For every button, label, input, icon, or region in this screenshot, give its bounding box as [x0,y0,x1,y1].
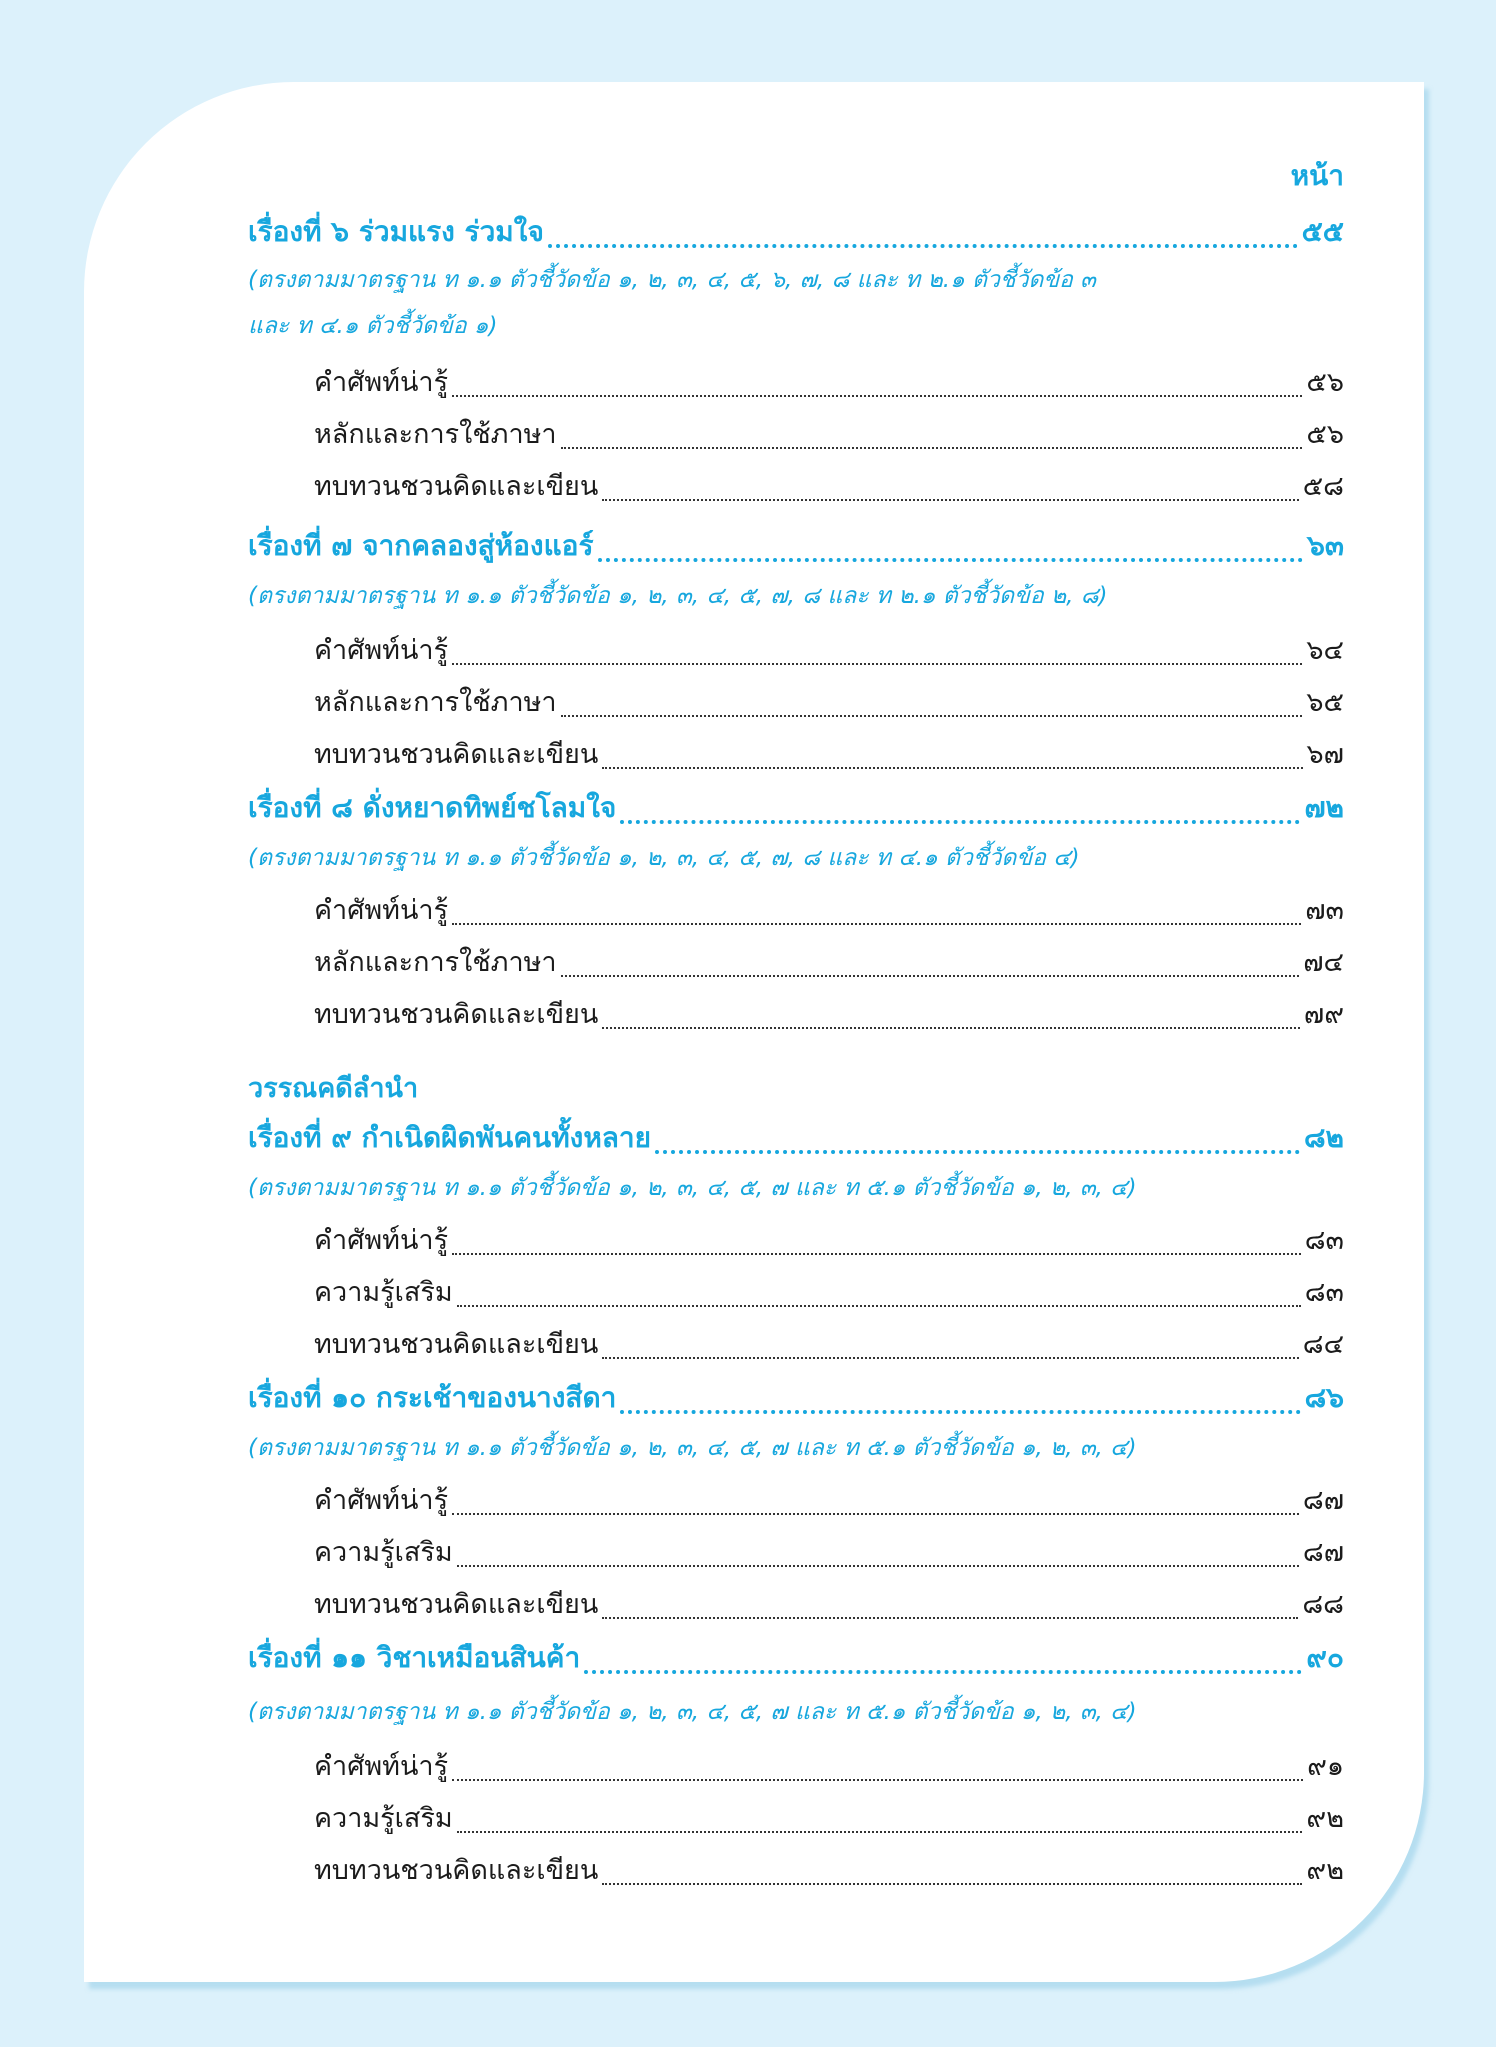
toc-item[interactable] [248,628,1344,671]
item-label: คำศัพท์น่ารู้ [314,1751,449,1782]
item-page: ๗๓ [1305,895,1344,926]
item-label: ทบทวนชวนคิดและเขียน [314,1329,599,1360]
chapter-title: เรื่องที่ ๑๑ วิชาเหมือนสินค้า [248,1641,581,1674]
item-page: ๗๙ [1303,999,1344,1030]
toc-item[interactable] [248,1322,1344,1365]
item-page: ๖๕ [1306,687,1344,718]
item-page: ๘๔ [1302,1329,1344,1360]
dot-leader [602,1027,1300,1029]
dot-leader [561,975,1300,977]
dot-leader [561,715,1303,717]
item-label: คำศัพท์น่ารู้ [314,367,449,398]
toc-chapter-10[interactable] [248,1376,1344,1420]
dot-leader [561,447,1303,449]
item-label: หลักและการใช้ภาษา [314,947,557,978]
item-page: ๘๗ [1302,1485,1344,1516]
toc-item[interactable] [248,1218,1344,1261]
toc-item[interactable] [248,732,1344,775]
dot-leader [602,1357,1298,1359]
item-page: ๙๑ [1307,1751,1344,1782]
page-column-label: หน้า [1290,159,1344,192]
item-page: ๘๘ [1302,1589,1344,1620]
toc-item[interactable] [248,1848,1344,1891]
chapter-page: ๙๐ [1306,1641,1344,1674]
dot-leader [620,820,1300,824]
item-page: ๕๘ [1302,471,1344,502]
item-label: หลักและการใช้ภาษา [314,687,557,718]
item-label: คำศัพท์น่ารู้ [314,1485,449,1516]
toc-item[interactable] [248,1530,1344,1573]
chapter-standard: (ตรงตามมาตรฐาน ท ๑.๑ ตัวชี้วัดข้อ ๑, ๒, ๓, ๔, ๕, ๗ และ ท ๕.๑ ตัวชี้วัดข้อ ๑, ๒, ๓, ๔) [248,1175,1137,1201]
toc-item[interactable] [248,464,1344,507]
dot-leader [548,244,1298,248]
chapter-title: เรื่องที่ ๘ ดั่งหยาดทิพย์ชโลมใจ [248,791,617,824]
item-label: ความรู้เสริม [314,1537,453,1568]
section-heading: วรรณคดีลำนำ [248,1073,419,1104]
chapter-standard: (ตรงตามมาตรฐาน ท ๑.๑ ตัวชี้วัดข้อ ๑, ๒, ๓, ๔, ๕, ๗, ๘ และ ท ๔.๑ ตัวชี้วัดข้อ ๔) [248,845,1080,871]
item-label: คำศัพท์น่ารู้ [314,895,449,926]
item-page: ๙๒ [1306,1855,1344,1886]
dot-leader [452,923,1301,925]
dot-leader [452,1253,1301,1255]
item-page: ๘๗ [1302,1537,1344,1568]
chapter-title: เรื่องที่ ๗ จากคลองสู่ห้องแอร์ [248,529,594,562]
dot-leader [452,1779,1303,1781]
chapter-page: ๘๖ [1304,1381,1344,1414]
dot-leader [655,1150,1300,1154]
toc-item[interactable] [248,1744,1344,1787]
toc-chapter-8[interactable] [248,786,1344,830]
dot-leader [598,558,1304,562]
toc-chapter-9[interactable] [248,1116,1344,1160]
dot-leader [602,1883,1302,1885]
item-label: ความรู้เสริม [314,1277,453,1308]
item-page: ๙๒ [1306,1803,1344,1834]
item-label: คำศัพท์น่ารู้ [314,1225,449,1256]
item-label: ทบทวนชวนคิดและเขียน [314,739,599,770]
chapter-title: เรื่องที่ ๑๐ กระเช้าของนางสีดา [248,1381,617,1414]
dot-leader [602,767,1302,769]
toc-item[interactable] [248,940,1344,983]
toc-item[interactable] [248,1582,1344,1625]
item-page: ๕๖ [1306,367,1344,398]
toc-item[interactable] [248,1796,1344,1839]
dot-leader [620,1410,1300,1414]
toc-item[interactable] [248,992,1344,1035]
item-label: ความรู้เสริม [314,1803,453,1834]
item-label: คำศัพท์น่ารู้ [314,635,449,666]
dot-leader [602,1617,1298,1619]
chapter-standard: และ ท ๔.๑ ตัวชี้วัดข้อ ๑) [248,313,498,339]
toc-content [248,0,1344,2047]
item-page: ๕๖ [1306,419,1344,450]
chapter-standard: (ตรงตามมาตรฐาน ท ๑.๑ ตัวชี้วัดข้อ ๑, ๒, ๓, ๔, ๕, ๖, ๗, ๘ และ ท ๒.๑ ตัวชี้วัดข้อ ๓ [248,267,1096,293]
item-page: ๖๗ [1306,739,1344,770]
dot-leader [457,1831,1303,1833]
chapter-page: ๕๕ [1301,215,1344,248]
toc-item[interactable] [248,888,1344,931]
item-page: ๗๔ [1303,947,1344,978]
toc-item[interactable] [248,1478,1344,1521]
toc-chapter-11[interactable] [248,1636,1344,1680]
item-label: ทบทวนชวนคิดและเขียน [314,1855,599,1886]
dot-leader [452,395,1302,397]
item-label: ทบทวนชวนคิดและเขียน [314,999,599,1030]
chapter-standard: (ตรงตามมาตรฐาน ท ๑.๑ ตัวชี้วัดข้อ ๑, ๒, ๓, ๔, ๕, ๗, ๘ และ ท ๒.๑ ตัวชี้วัดข้อ ๒, ๘) [248,583,1108,609]
chapter-page: ๖๓ [1307,529,1344,562]
chapter-standard: (ตรงตามมาตรฐาน ท ๑.๑ ตัวชี้วัดข้อ ๑, ๒, ๓, ๔, ๕, ๗ และ ท ๕.๑ ตัวชี้วัดข้อ ๑, ๒, ๓, ๔) [248,1699,1137,1725]
chapter-page: ๘๒ [1303,1121,1344,1154]
toc-chapter-7[interactable] [248,524,1344,568]
chapter-title: เรื่องที่ ๙ กำเนิดผิดพันคนทั้งหลาย [248,1121,652,1154]
item-page: ๘๓ [1304,1225,1344,1256]
dot-leader [602,499,1298,501]
chapter-page: ๗๒ [1304,791,1344,824]
toc-item[interactable] [248,1270,1344,1313]
item-label: ทบทวนชวนคิดและเขียน [314,1589,599,1620]
item-label: หลักและการใช้ภาษา [314,419,557,450]
chapter-standard: (ตรงตามมาตรฐาน ท ๑.๑ ตัวชี้วัดข้อ ๑, ๒, ๓, ๔, ๕, ๗ และ ท ๕.๑ ตัวชี้วัดข้อ ๑, ๒, ๓, ๔) [248,1435,1137,1461]
dot-leader [452,663,1302,665]
toc-item[interactable] [248,412,1344,455]
item-page: ๖๔ [1306,635,1344,666]
toc-item[interactable] [248,360,1344,403]
item-page: ๘๓ [1304,1277,1344,1308]
dot-leader [584,1670,1302,1674]
toc-item[interactable] [248,680,1344,723]
dot-leader [457,1305,1301,1307]
dot-leader [452,1513,1299,1515]
toc-chapter-6[interactable] [248,210,1344,254]
chapter-title: เรื่องที่ ๖ ร่วมแรง ร่วมใจ [248,215,544,248]
item-label: ทบทวนชวนคิดและเขียน [314,471,599,502]
dot-leader [457,1565,1299,1567]
